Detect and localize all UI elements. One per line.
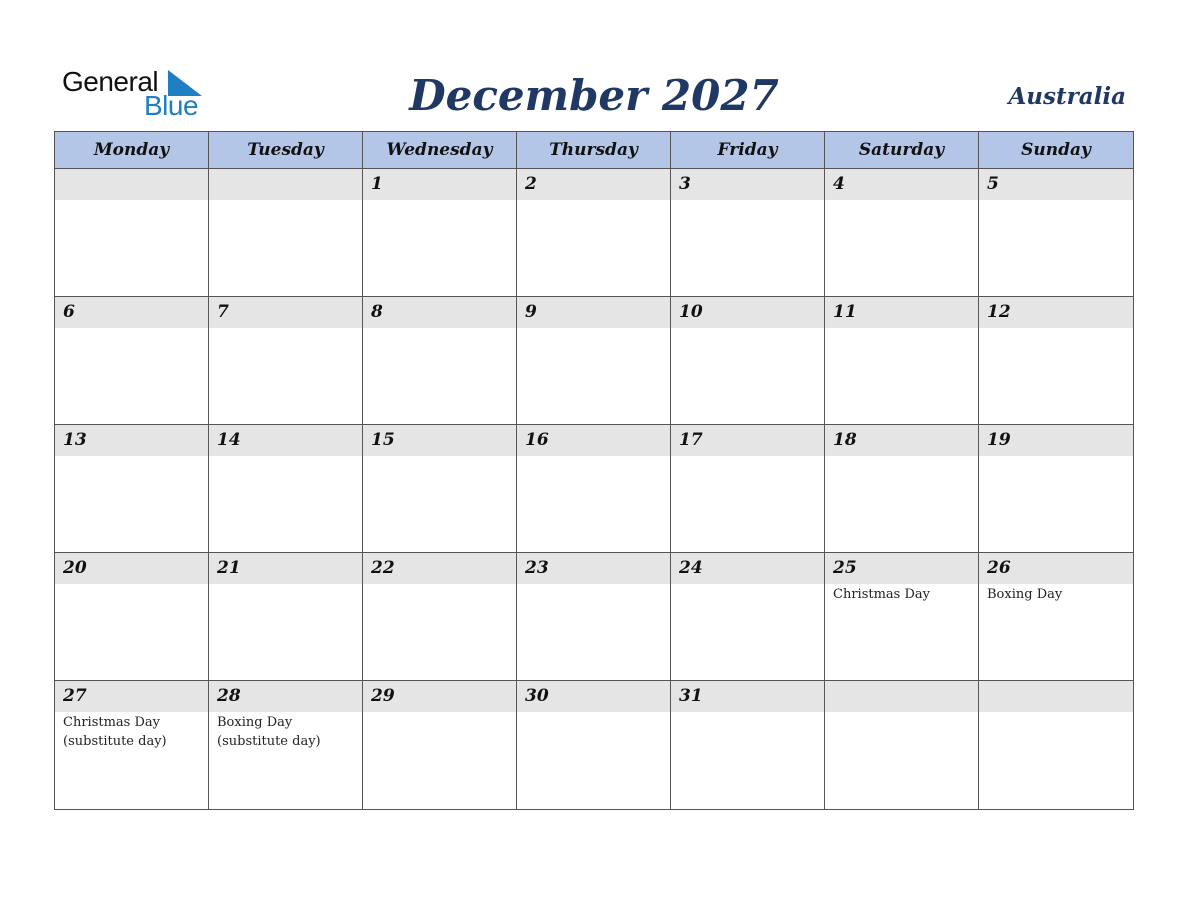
- day-cell: [979, 169, 1133, 297]
- day-cell: [517, 553, 671, 681]
- day-number: [979, 681, 1133, 712]
- day-cell: [209, 553, 363, 681]
- day-number: 18: [825, 425, 978, 456]
- day-cell: [363, 297, 517, 425]
- day-cell: [363, 553, 517, 681]
- day-number: 5: [979, 169, 1133, 200]
- day-cell: [517, 169, 671, 297]
- holiday-label: Boxing Day (substitute day): [217, 715, 321, 749]
- calendar-grid: [54, 131, 1134, 810]
- day-cell: [55, 681, 209, 809]
- day-cell: [979, 553, 1133, 681]
- day-number: 29: [363, 681, 516, 712]
- weekday-header-monday: Monday: [55, 132, 209, 169]
- country-label: Australia: [1008, 83, 1126, 110]
- holiday-label: Christmas Day: [833, 587, 930, 602]
- day-number: 25: [825, 553, 978, 584]
- day-number: 8: [363, 297, 516, 328]
- day-number: 10: [671, 297, 824, 328]
- day-number: 21: [209, 553, 362, 584]
- day-number: 4: [825, 169, 978, 200]
- day-number: 3: [671, 169, 824, 200]
- day-number: 14: [209, 425, 362, 456]
- day-number: 6: [55, 297, 208, 328]
- day-cell: [671, 169, 825, 297]
- day-number: 22: [363, 553, 516, 584]
- day-number: 12: [979, 297, 1133, 328]
- day-number: 24: [671, 553, 824, 584]
- holiday-label: Christmas Day (substitute day): [63, 715, 167, 749]
- day-number: 31: [671, 681, 824, 712]
- day-number: 16: [517, 425, 670, 456]
- day-number: 19: [979, 425, 1133, 456]
- day-cell: [825, 297, 979, 425]
- day-number: 28: [209, 681, 362, 712]
- day-cell: [363, 169, 517, 297]
- day-cell: [825, 425, 979, 553]
- weekday-header-friday: Friday: [671, 132, 825, 169]
- day-cell: [825, 169, 979, 297]
- day-number: 15: [363, 425, 516, 456]
- day-cell: [979, 425, 1133, 553]
- holiday-label: Boxing Day: [987, 587, 1063, 602]
- day-cell: [55, 297, 209, 425]
- logo-text-blue: Blue: [144, 90, 199, 121]
- day-number: 7: [209, 297, 362, 328]
- day-number: 26: [979, 553, 1133, 584]
- day-number: 11: [825, 297, 978, 328]
- weekday-header-wednesday: Wednesday: [363, 132, 517, 169]
- day-cell: [209, 681, 363, 809]
- day-cell: [209, 297, 363, 425]
- day-cell: [517, 681, 671, 809]
- day-number: [825, 681, 978, 712]
- logo-text-general: General: [62, 66, 159, 97]
- day-cell: [517, 425, 671, 553]
- day-cell: [979, 681, 1133, 809]
- day-cell: [209, 425, 363, 553]
- day-number: [209, 169, 362, 200]
- day-number: 9: [517, 297, 670, 328]
- day-number: 13: [55, 425, 208, 456]
- day-cell: [55, 425, 209, 553]
- day-number: 1: [363, 169, 516, 200]
- day-cell: [671, 553, 825, 681]
- day-cell: [825, 553, 979, 681]
- day-number: 23: [517, 553, 670, 584]
- day-cell: [825, 681, 979, 809]
- day-number: [55, 169, 208, 200]
- day-number: 2: [517, 169, 670, 200]
- day-cell: [55, 553, 209, 681]
- day-cell: [55, 169, 209, 297]
- weekday-header-thursday: Thursday: [517, 132, 671, 169]
- day-cell: [979, 297, 1133, 425]
- day-number: 27: [55, 681, 208, 712]
- day-cell: [517, 297, 671, 425]
- day-number: 30: [517, 681, 670, 712]
- weekday-header-tuesday: Tuesday: [209, 132, 363, 169]
- day-cell: [671, 297, 825, 425]
- weekday-header-sunday: Sunday: [979, 132, 1133, 169]
- day-number: 17: [671, 425, 824, 456]
- day-cell: [209, 169, 363, 297]
- day-cell: [671, 681, 825, 809]
- day-number: 20: [55, 553, 208, 584]
- day-cell: [671, 425, 825, 553]
- weekday-header-saturday: Saturday: [825, 132, 979, 169]
- day-cell: [363, 425, 517, 553]
- page-title: December 2027: [409, 71, 779, 120]
- day-cell: [363, 681, 517, 809]
